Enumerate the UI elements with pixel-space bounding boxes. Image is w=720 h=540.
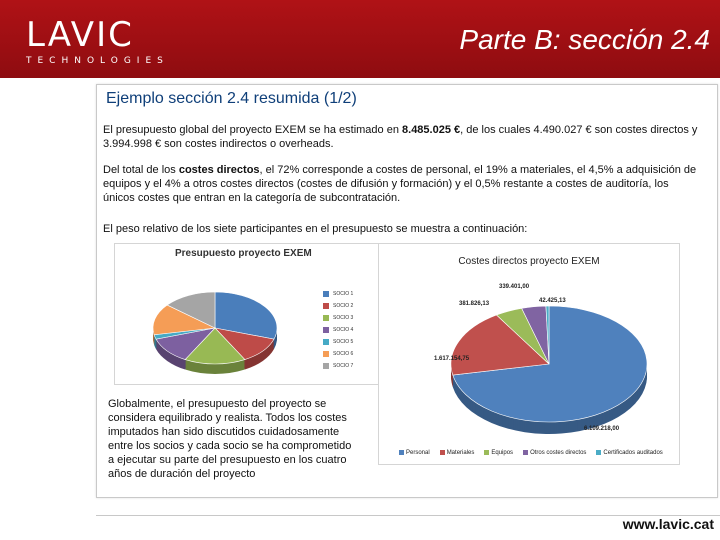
- logo: [26, 15, 169, 66]
- chart1-legend-swatch: [323, 339, 329, 345]
- chart1-legend-label: SOCIO 2: [333, 303, 354, 309]
- direct-costs-pie-chart: [378, 243, 680, 465]
- paragraph-participants: El peso relativo de los siete participantes en el presupuesto se muestra a continuación:: [103, 223, 528, 235]
- chart2-data-label: 1.617.154,75: [434, 356, 470, 362]
- chart2-title: Costes directos proyecto EXEM: [458, 256, 600, 267]
- paragraph-direct-costs: [103, 163, 703, 205]
- chart1-legend-swatch: [323, 291, 329, 297]
- pie1-svg: [115, 244, 315, 382]
- chart2-data-label: 6.109.218,00: [584, 426, 620, 432]
- p2-bold: costes directos: [178, 164, 260, 176]
- p2-text-b: , el 72% corresponde a costes de personal, el 19% a materiales, el 4,5% a adquisición de equipos y el 4% a otros costes directos (costes de difusión y formación) y el 0,5% restante a costes de auditoría, los únicos costes que entran en la categoría de subcontratación.: [103, 164, 697, 204]
- logo-text: LAVIC: [26, 15, 134, 55]
- chart2-legend-swatch: [484, 450, 489, 455]
- chart2-legend-item: [484, 450, 513, 456]
- chart1-legend-swatch: [323, 363, 329, 369]
- chart2-legend-label: Otros costes directos: [530, 450, 587, 457]
- footer-url[interactable]: www.lavic.cat: [622, 516, 714, 532]
- chart1-legend-item: [323, 324, 353, 336]
- section-title: Ejemplo sección 2.4 resumida (1/2): [106, 90, 357, 107]
- chart2-legend: [399, 450, 663, 456]
- chart2-legend-item: [596, 450, 662, 456]
- chart2-legend-swatch: [523, 450, 528, 455]
- chart2-legend-label: Certificados auditados: [603, 450, 663, 457]
- chart1-legend-item: [323, 300, 353, 312]
- p1-total: 8.485.025 €: [402, 124, 461, 136]
- chart2-legend-swatch: [440, 450, 445, 455]
- chart1-title: Presupuesto proyecto EXEM: [175, 248, 312, 259]
- paragraph-budget: [103, 123, 703, 151]
- chart2-legend-swatch: [399, 450, 404, 455]
- chart2-legend-item: [399, 450, 430, 456]
- p1-text-b: , de los cuales 4.490.027 € son costes directos y 3.994.998 € son costes indirectos o overheads.: [103, 124, 698, 150]
- chart2-data-label: 42.425,13: [539, 298, 566, 304]
- chart1-legend-item: [323, 312, 353, 324]
- pie2-svg: [379, 244, 679, 449]
- chart2-data-label: 381.826,13: [459, 301, 490, 307]
- chart1-legend-swatch: [323, 315, 329, 321]
- chart1-legend-label: SOCIO 3: [333, 315, 354, 321]
- chart2-data-label: 339.401,00: [499, 284, 530, 290]
- chart2-legend-label: Personal: [406, 450, 430, 457]
- chart1-legend-label: SOCIO 4: [333, 327, 354, 333]
- overlay-paragraph: Globalmente, el presupuesto del proyecto se considera equilibrado y realista. Todos los costes imputados han sido discutidos cuidadosamente entre los socios y cada socio se ha comprometido a ejecutar su parte del presupuesto en los cuatro años de duración del proyecto: [108, 398, 352, 480]
- p1-text-a: El presupuesto global del proyecto EXEM se ha estimado en: [103, 124, 403, 136]
- chart2-legend-label: Equipos: [491, 450, 514, 457]
- chart1-legend-swatch: [323, 351, 329, 357]
- chart1-legend-swatch: [323, 303, 329, 309]
- chart1-legend: [323, 288, 353, 372]
- chart1-legend-label: SOCIO 7: [333, 363, 354, 369]
- p2-text-a: Del total de los: [103, 164, 179, 176]
- chart2-legend-item: [523, 450, 586, 456]
- chart2-legend-swatch: [596, 450, 601, 455]
- chart1-legend-item: [323, 360, 353, 372]
- logo-subtitle: TECHNOLOGIES: [26, 56, 169, 66]
- budget-pie-chart: [114, 243, 386, 385]
- chart2-legend-item: [440, 450, 475, 456]
- chart1-legend-item: [323, 336, 353, 348]
- chart1-legend-item: [323, 288, 353, 300]
- chart2-legend-label: Materiales: [446, 450, 475, 457]
- chart1-legend-label: SOCIO 5: [333, 339, 354, 345]
- chart1-legend-swatch: [323, 327, 329, 333]
- slide-title: Parte B: sección 2.4: [459, 24, 710, 55]
- chart1-legend-item: [323, 348, 353, 360]
- chart1-legend-label: SOCIO 1: [333, 291, 354, 297]
- chart1-legend-label: SOCIO 6: [333, 351, 354, 357]
